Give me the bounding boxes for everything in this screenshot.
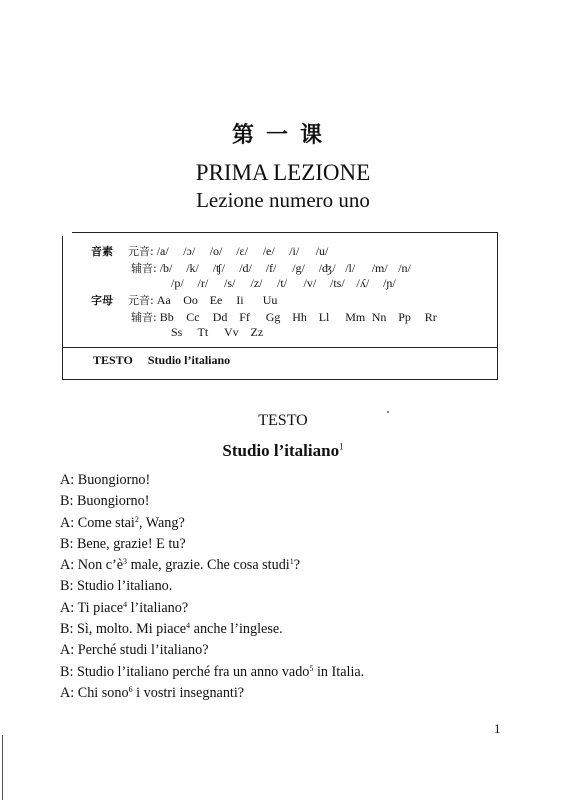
- list-cell: /l/: [345, 261, 356, 275]
- list-cell: /ɲ/: [383, 276, 396, 290]
- dialog-line: [60, 470, 530, 491]
- list-cell: /f/: [265, 261, 277, 275]
- dialog-text: B: Buongiorno!: [60, 493, 150, 510]
- list-cell: /ʤ/: [318, 261, 336, 275]
- list-cell: Pp: [398, 310, 411, 324]
- consonants-label: 辅音:: [131, 262, 157, 275]
- dialog-text: A: Buongiorno!: [60, 472, 151, 488]
- list-cell: /p/: [171, 276, 184, 290]
- dialog-line: [60, 513, 530, 534]
- list-cell: Vv: [224, 325, 239, 339]
- list-cell: /d/: [239, 261, 252, 275]
- list-cell: /u/: [315, 244, 329, 258]
- list-cell: /ɛ/: [236, 244, 248, 258]
- list-cell: /i/: [289, 244, 300, 258]
- phonetic-vowels-row: [91, 243, 342, 259]
- list-cell: /t/: [277, 276, 288, 290]
- dialog-text: , Wang?: [138, 514, 185, 531]
- letter-vowels-list: [157, 293, 290, 307]
- dialog-text: A: Non c’è: [60, 557, 124, 574]
- letter-vowels-row: [91, 292, 289, 308]
- letter-consonants-list-2: [171, 325, 277, 339]
- list-cell: /o/: [209, 244, 223, 258]
- list-cell: /m/: [371, 261, 388, 275]
- footnote-marker: 3: [123, 557, 128, 567]
- dialog-text: male, grazie. Che cosa studi: [127, 557, 290, 574]
- list-cell: Ff: [239, 310, 250, 324]
- box-testo-label: TESTO: [93, 353, 133, 367]
- dialog-text: anche l’inglese.: [190, 621, 283, 638]
- dialog-text: B: Studio l’italiano.: [60, 578, 173, 595]
- box-testo-entry: [93, 353, 230, 368]
- phonetic-consonants-list-2: [171, 276, 410, 290]
- text-title-label: Studio l’italiano: [222, 441, 340, 460]
- list-cell: Ee: [209, 293, 223, 307]
- list-cell: Mm: [345, 310, 366, 324]
- dialog-text: A: Perché studi l’italiano?: [60, 642, 209, 659]
- letter-consonants-row-1: [131, 309, 451, 325]
- list-cell: /ɔ/: [183, 244, 196, 258]
- dialog-text: ?: [293, 557, 301, 574]
- dialog-line: [60, 491, 530, 512]
- dialog-line: [60, 640, 530, 661]
- page-number: 1: [494, 721, 501, 736]
- list-cell: Aa: [156, 293, 171, 307]
- dialog-line: [60, 662, 530, 683]
- dialog-text: l’italiano?: [127, 599, 189, 616]
- list-cell: Oo: [183, 293, 198, 307]
- dialog-text: i vostri insegnanti?: [132, 684, 245, 701]
- lesson-contents-box: [62, 232, 498, 380]
- list-cell: /g/: [292, 261, 305, 275]
- footnote-marker: 4: [123, 599, 128, 609]
- list-cell: Tt: [197, 325, 209, 339]
- dialog-text: B: Bene, grazie! E tu?: [60, 535, 186, 552]
- phonetic-consonants-row-2: [171, 276, 410, 291]
- list-cell: /e/: [262, 244, 275, 258]
- phonetic-vowels-list: [157, 244, 343, 258]
- dialog-text: A: Ti piace: [60, 599, 124, 616]
- dialog-line: [60, 683, 530, 704]
- dialog-text: in Italia.: [313, 663, 365, 680]
- list-cell: /ʧ/: [212, 261, 225, 275]
- footnote-marker: 1: [339, 441, 344, 452]
- list-cell: Nn: [371, 310, 387, 324]
- chapter-subtitle: Lezione numero uno: [196, 188, 370, 212]
- phonetic-consonants-row-1: [131, 260, 425, 276]
- dialog-line: [60, 555, 530, 576]
- chapter-title-italian: PRIMA LEZIONE: [195, 160, 371, 185]
- footnote-marker: 6: [128, 684, 133, 694]
- footnote-marker: 1: [289, 557, 294, 567]
- letters-label: 字母: [91, 294, 113, 307]
- dialog-line: [60, 619, 530, 640]
- phonetics-label: 音素: [91, 245, 113, 258]
- list-cell: Zz: [250, 325, 264, 339]
- footnote-marker: 5: [309, 663, 314, 673]
- list-cell: /n/: [398, 261, 411, 275]
- list-cell: Ii: [236, 293, 244, 307]
- dialog-line: [60, 534, 530, 555]
- dialog-text: B: Studio l’italiano perché fra un anno vado: [60, 663, 310, 680]
- footnote-marker: 4: [186, 621, 191, 631]
- letter-consonants-row-2: [171, 325, 277, 340]
- list-cell: Cc: [186, 310, 200, 324]
- list-cell: Ll: [318, 310, 330, 324]
- list-cell: Dd: [212, 310, 228, 324]
- box-divider: [63, 347, 497, 348]
- list-cell: /z/: [250, 276, 263, 290]
- list-cell: /b/: [159, 261, 173, 275]
- letter-consonants-list-1: [160, 310, 452, 324]
- vowels-label: 元音:: [128, 245, 154, 258]
- text-title: [0, 441, 566, 461]
- list-cell: /ʎ/: [356, 276, 370, 290]
- section-heading: TESTO: [258, 412, 308, 429]
- list-cell: Gg: [265, 310, 281, 324]
- dialog: [60, 470, 530, 704]
- list-cell: Uu: [262, 293, 278, 307]
- list-cell: /s/: [224, 276, 236, 290]
- list-cell: /a/: [156, 244, 169, 258]
- box-testo-title: Studio l’italiano: [147, 353, 231, 367]
- dialog-line: [60, 576, 530, 597]
- letter-consonants-label: 辅音:: [131, 311, 157, 324]
- footnote-marker: 2: [134, 514, 139, 524]
- list-cell: Bb: [159, 310, 174, 324]
- list-cell: /k/: [186, 261, 199, 275]
- phonetic-consonants-list-1: [160, 261, 425, 275]
- list-cell: /r/: [197, 276, 209, 290]
- chapter-title-chinese: 第一课: [231, 123, 334, 148]
- dialog-text: A: Chi sono: [60, 684, 129, 701]
- dialog-text: A: Come stai: [60, 514, 135, 531]
- list-cell: Hh: [292, 310, 307, 324]
- letter-vowels-label: 元音:: [128, 294, 154, 307]
- dialog-line: [60, 598, 530, 619]
- list-cell: Ss: [171, 325, 183, 339]
- list-cell: /ts/: [330, 276, 345, 290]
- list-cell: /v/: [303, 276, 317, 290]
- list-cell: Rr: [424, 310, 437, 324]
- dialog-text: B: Sì, molto. Mi piace: [60, 621, 187, 638]
